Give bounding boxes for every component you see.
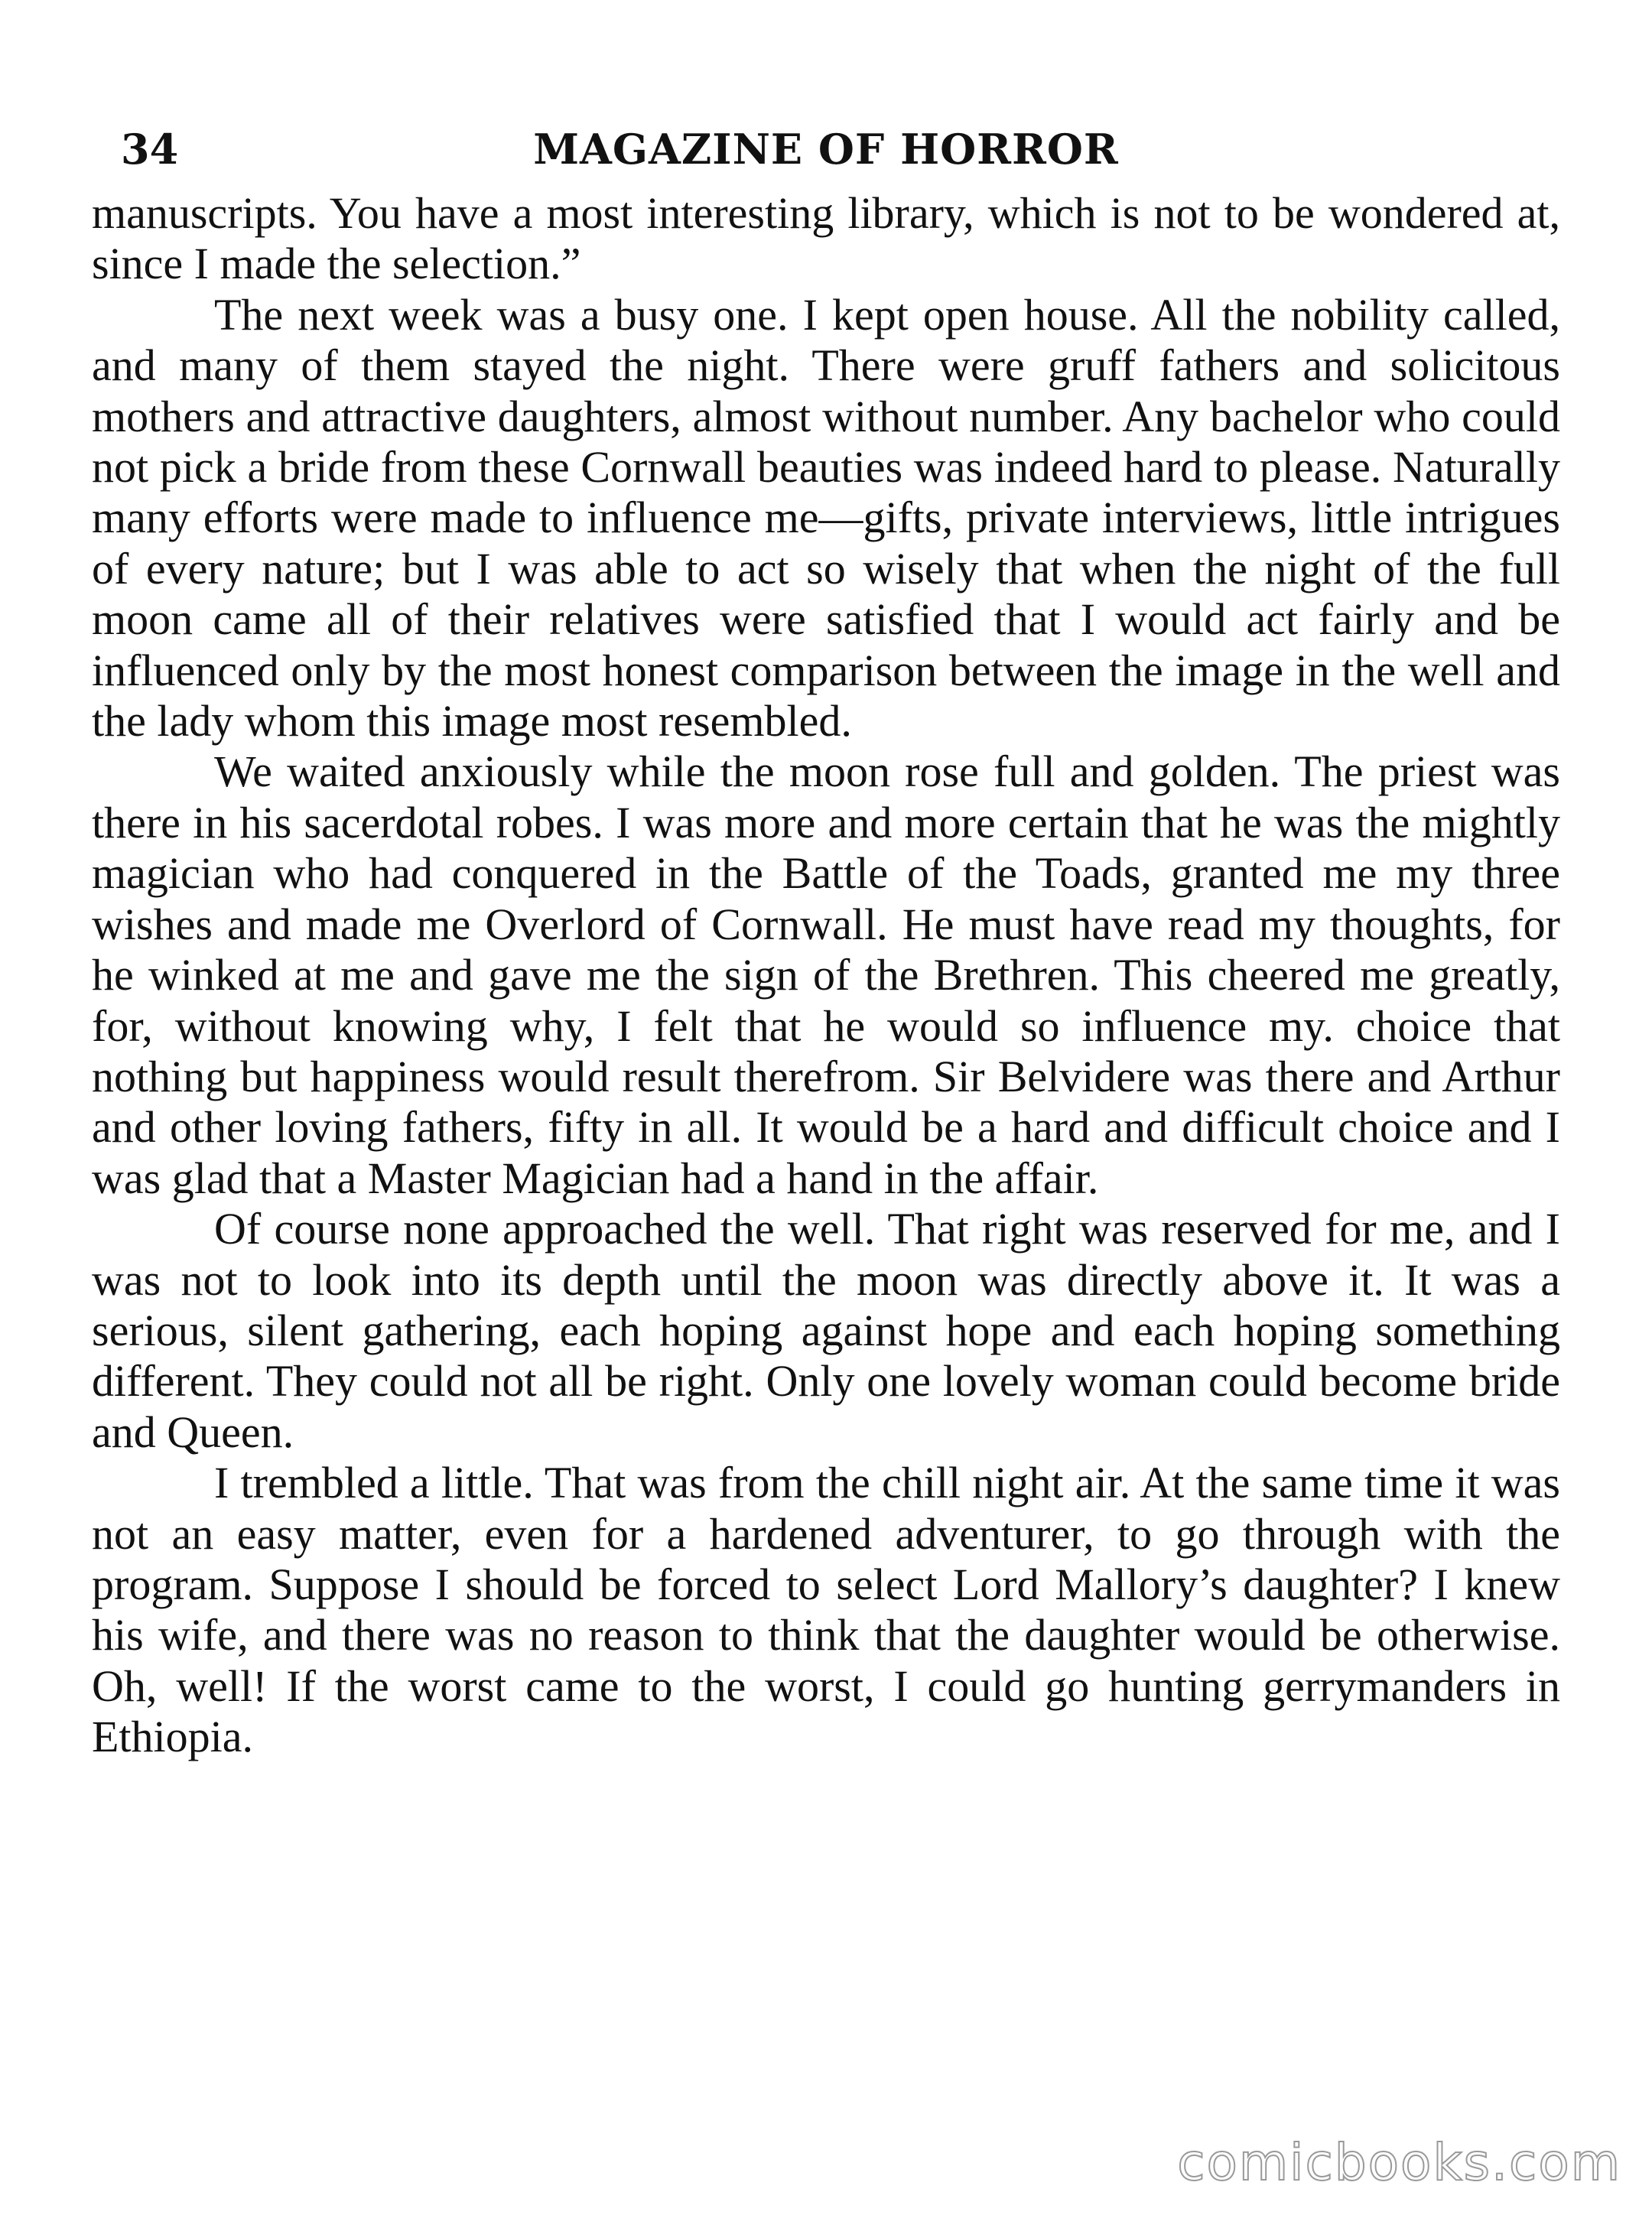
paragraph-continued: manuscripts. You have a most interesting library, which is not to be wondered at, since I made the selection.”: [92, 188, 1560, 289]
story-text: [92, 188, 1560, 1763]
site-watermark: comicbooks.com: [1177, 2133, 1621, 2192]
paragraph: We waited anxiously while the moon rose full and golden. The priest was there in his sacerdotal robes. I was more and more certain that he was the mightly magician who had conquered in the Battle of the Toads, granted me my three wishes and made me Overlord of Cornwall. He must have read my thoughts, for he winked at me and gave me the sign of the Brethren. This cheered me greatly, for, without knowing why, I felt that he would so influence my. choice that nothing but happiness would result therefrom. Sir Belvidere was there and Arthur and other loving fathers, fifty in all. It would be a hard and difficult choice and I was glad that a Master Magician had a hand in the affair.: [92, 746, 1560, 1203]
paragraph: Of course none approached the well. That right was reserved for me, and I was not to look into its depth until the moon was directly above it. It was a serious, silent gathering, each hoping against hope and each hoping something different. They could not all be right. Only one lovely woman could become bride and Queen.: [92, 1204, 1560, 1457]
magazine-title: MAGAZINE OF HORROR: [533, 125, 1119, 174]
running-head: [92, 115, 1560, 184]
page-number: 34: [121, 125, 179, 174]
paragraph: I trembled a little. That was from the chill night air. At the same time it was not an easy matter, even for a hardened adventurer, to go through with the program. Suppose I should be forced to select Lord Mallory’s daughter? I knew his wife, and there was no reason to think that the daughter would be otherwise. Oh, well! If the worst came to the worst, I could go hunting gerrymanders in Ethiopia.: [92, 1458, 1560, 1762]
paragraph: The next week was a busy one. I kept open house. All the nobility called, and many of them stayed the night. There were gruff fathers and solicitous mothers and attractive daughters, almost without number. Any bachelor who could not pick a bride from these Cornwall beauties was indeed hard to please. Naturally many efforts were made to influence me—gifts, private interviews, little intrigues of every nature; but I was able to act so wisely that when the night of the full moon came all of their relatives were satisfied that I would act fairly and be influenced only by the most honest comparison between the image in the well and the lady whom this image most resembled.: [92, 289, 1560, 746]
book-page: [92, 115, 1560, 1763]
